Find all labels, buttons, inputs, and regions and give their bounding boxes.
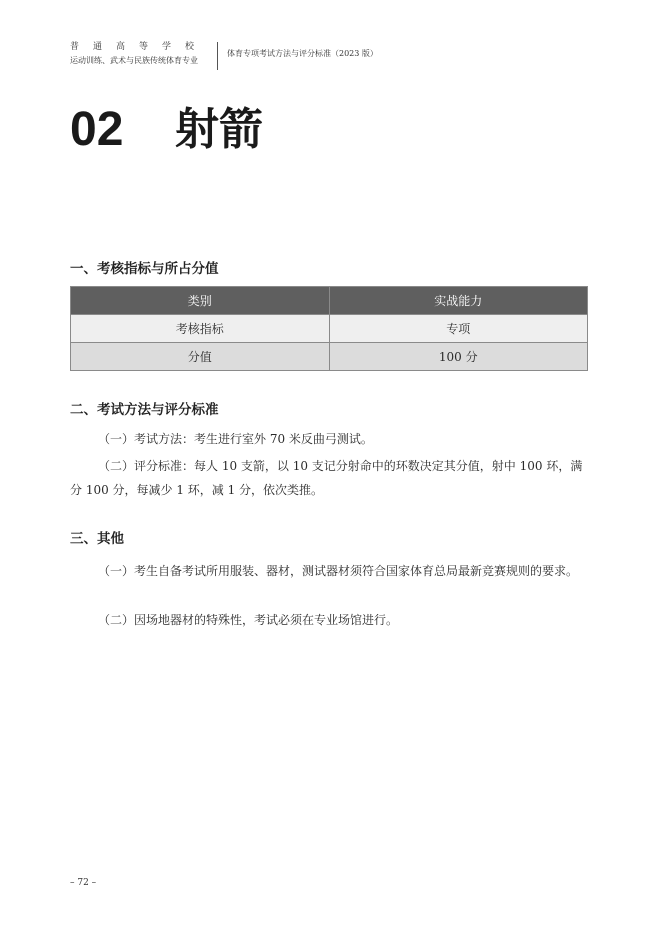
header-major-line: 运动训练、武术与民族传统体育专业 xyxy=(70,56,198,65)
header-book-title: 体育专项考试方法与评分标准（2023 版） xyxy=(227,49,378,58)
header-divider xyxy=(217,42,218,70)
paragraph: （一）考生自备考试所用服装、器材，测试器材须符合国家体育总局最新竞赛规则的要求。 xyxy=(98,564,579,578)
paragraph: （二）因场地器材的特殊性，考试必须在专业场馆进行。 xyxy=(98,613,399,627)
chapter-number: 02 xyxy=(70,103,124,156)
section-3-title: 三、其他 xyxy=(70,531,124,547)
table-row xyxy=(71,343,588,371)
table-header-cell: 类别 xyxy=(71,287,330,315)
chapter-title: 射箭 xyxy=(175,104,263,155)
section-2-title: 二、考试方法与评分标准 xyxy=(70,402,219,418)
score-table xyxy=(70,286,588,371)
table-row xyxy=(71,315,588,343)
page-number: – 72 – xyxy=(70,878,97,888)
table-cell: 考核指标 xyxy=(71,315,330,343)
table-cell: 分值 xyxy=(71,343,330,371)
table-header-cell: 实战能力 xyxy=(329,287,588,315)
table-header-row xyxy=(71,287,588,315)
paragraph: （一）考试方法：考生进行室外 70 米反曲弓测试。 xyxy=(98,432,373,446)
header-left xyxy=(70,40,208,68)
header-school-line: 普通高等学校 xyxy=(70,42,209,52)
page-header xyxy=(70,40,590,72)
table-cell: 100 分 xyxy=(329,343,588,371)
paragraph: （二）评分标准：每人 10 支箭，以 10 支记分射命中的环数决定其分值，射中 100 环，满分 100 分，每减少 1 环，减 1 分，依次类推。 xyxy=(70,459,583,497)
section-1-title: 一、考核指标与所占分值 xyxy=(70,261,219,277)
table-cell: 专项 xyxy=(329,315,588,343)
